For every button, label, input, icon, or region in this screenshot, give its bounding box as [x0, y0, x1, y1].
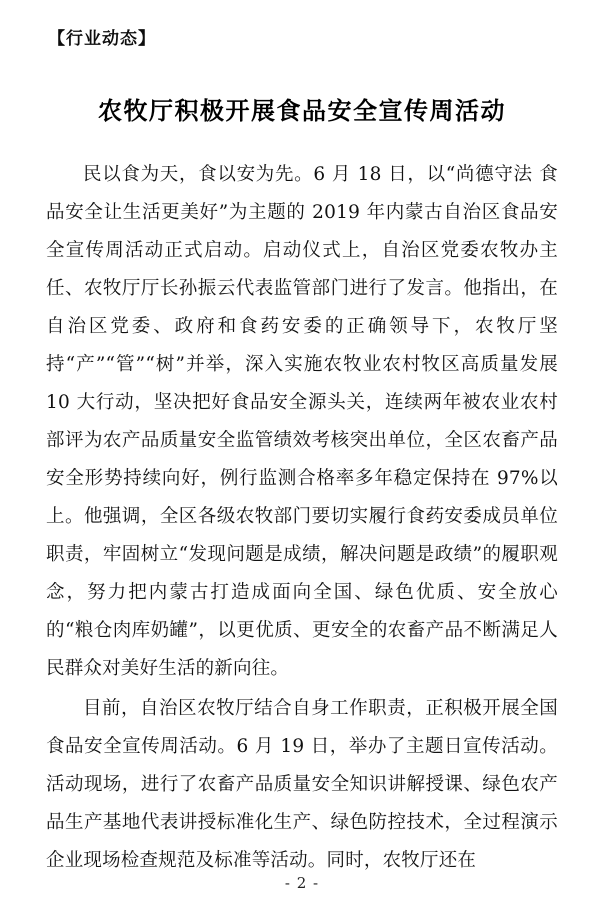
page-title: 农牧厅积极开展食品安全宣传周活动 [98, 96, 506, 125]
paragraph-1: 民以食为天，食以安为先。6 月 18 日，以“尚德守法 食品安全让生活更美好”为主题的 2019 年内蒙古自治区食品安全宣传周活动正式启动。启动仪式上，自治区党委农牧办主任、农牧厅厅长孙振云代表监管部门进行了发言。他指出，在自治区党委、政府和食药安委的正确领导下，农牧厅坚持“产”“管”“树”并举，深入实施农牧业农村牧区高质量发展 10 大行动，坚决把好食品安全源头关，连续两年被农业农村部评为农产品质量安全监管绩效考核突出单位，全区农畜产品安全形势持续向好，例行监测合格率多年稳定保持在 97%以上。他强调，全区各级农牧部门要切实履行食药安委成员单位职责，牢固树立“发现问题是成绩，解决问题是政绩”的履职观念，努力把内蒙古打造成面向全国、绿色优质、安全放心的“粮仓肉库奶罐”，以更优质、更安全的农畜产品不断满足人民群众对美好生活的新向往。 [46, 164, 558, 680]
category-tag: 【行业动态】 [48, 29, 156, 49]
paragraph-2: 目前，自治区农牧厅结合自身工作职责，正积极开展全国食品安全宣传周活动。6 月 19 日，举办了主题日宣传活动。活动现场，进行了农畜产品质量安全知识讲解授课、绿色农产品生产基地代表讲授标准化生产、绿色防控技术，全过程演示企业现场检查规范及标准等活动。同时，农牧厅还在 [46, 698, 558, 872]
page-number: - 2 - [284, 874, 320, 892]
